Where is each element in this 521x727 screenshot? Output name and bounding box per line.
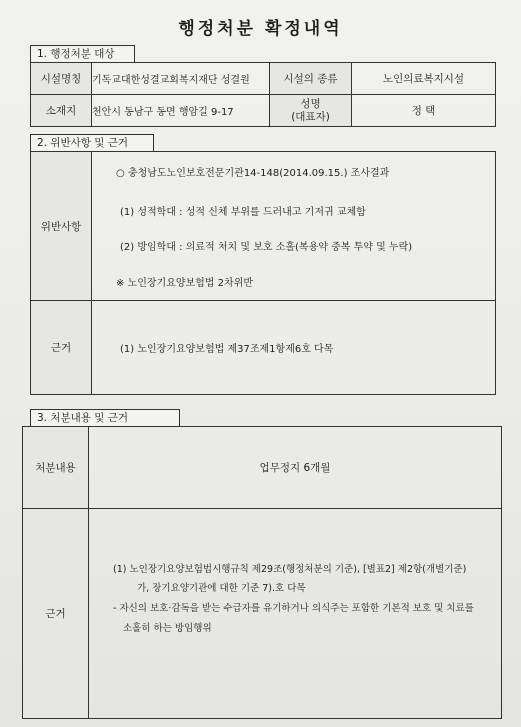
section3-header: 3. 처분내용 및 근거 <box>30 409 180 426</box>
violation-line: ※ 노인장기요양보험법 2차위반 <box>116 278 254 289</box>
violation-line: (1) 성적학대 : 성적 신체 부위를 드러내고 기저귀 교체함 <box>120 207 366 218</box>
facility-type-value: 노인의료복지시설 <box>352 63 496 95</box>
section2-basis-content <box>92 301 496 395</box>
section3-basis-line: (1) 노인장기요양보험법시행규칙 제29조(행정처분의 기준), [별표2] 제2항(개별기준) <box>113 564 467 575</box>
section3-basis-label: 근거 <box>23 509 89 719</box>
section2-table <box>30 151 496 395</box>
section3-basis-line: - 자신의 보호·감독을 받는 수급자를 유기하거나 의식주는 포함한 기본적 보호 및 치료를 <box>113 603 474 614</box>
section3-basis-line: 가, 장기요양기관에 대한 기준 7).호 다목 <box>137 583 306 594</box>
location-label: 소재지 <box>31 95 92 127</box>
facility-name-label: 시설명칭 <box>31 63 92 95</box>
section1-table <box>30 62 496 127</box>
representative-value: 정 택 <box>352 95 496 127</box>
violation-label: 위반사항 <box>31 152 92 301</box>
section2-header: 2. 위반사항 및 근거 <box>30 134 154 151</box>
location-value: 천안시 동남구 동면 행암길 9-17 <box>92 95 270 127</box>
facility-type-label: 시설의 종류 <box>270 63 352 95</box>
section3-basis-line: 소홀히 하는 방임행위 <box>123 623 212 634</box>
violation-line: ○ 충청남도노인보호전문기관14-148(2014.09.15.) 조사결과 <box>116 168 390 179</box>
section1-header: 1. 행정처분 대상 <box>30 45 135 62</box>
representative-label-line1: 성명 <box>300 97 321 110</box>
violation-content <box>92 152 496 301</box>
representative-label <box>270 95 352 127</box>
section3-basis-content <box>89 509 502 719</box>
disposition-value: 업무정지 6개월 <box>89 427 502 509</box>
disposition-label: 처분내용 <box>23 427 89 509</box>
violation-line: (2) 방임학대 : 의료적 처치 및 보호 소홀(복용약 중복 투약 및 누락) <box>120 242 413 253</box>
section3-table <box>22 426 502 719</box>
section2-basis-text: (1) 노인장기요양보험법 제37조제1항제6호 다목 <box>120 344 334 355</box>
section2-basis-label: 근거 <box>31 301 92 395</box>
representative-label-line2: (대표자) <box>291 110 330 123</box>
document-title: 행정처분 확정내역 <box>178 19 343 39</box>
facility-name-value: 기독교대한성결교회복지재단 성결원 <box>92 63 270 95</box>
